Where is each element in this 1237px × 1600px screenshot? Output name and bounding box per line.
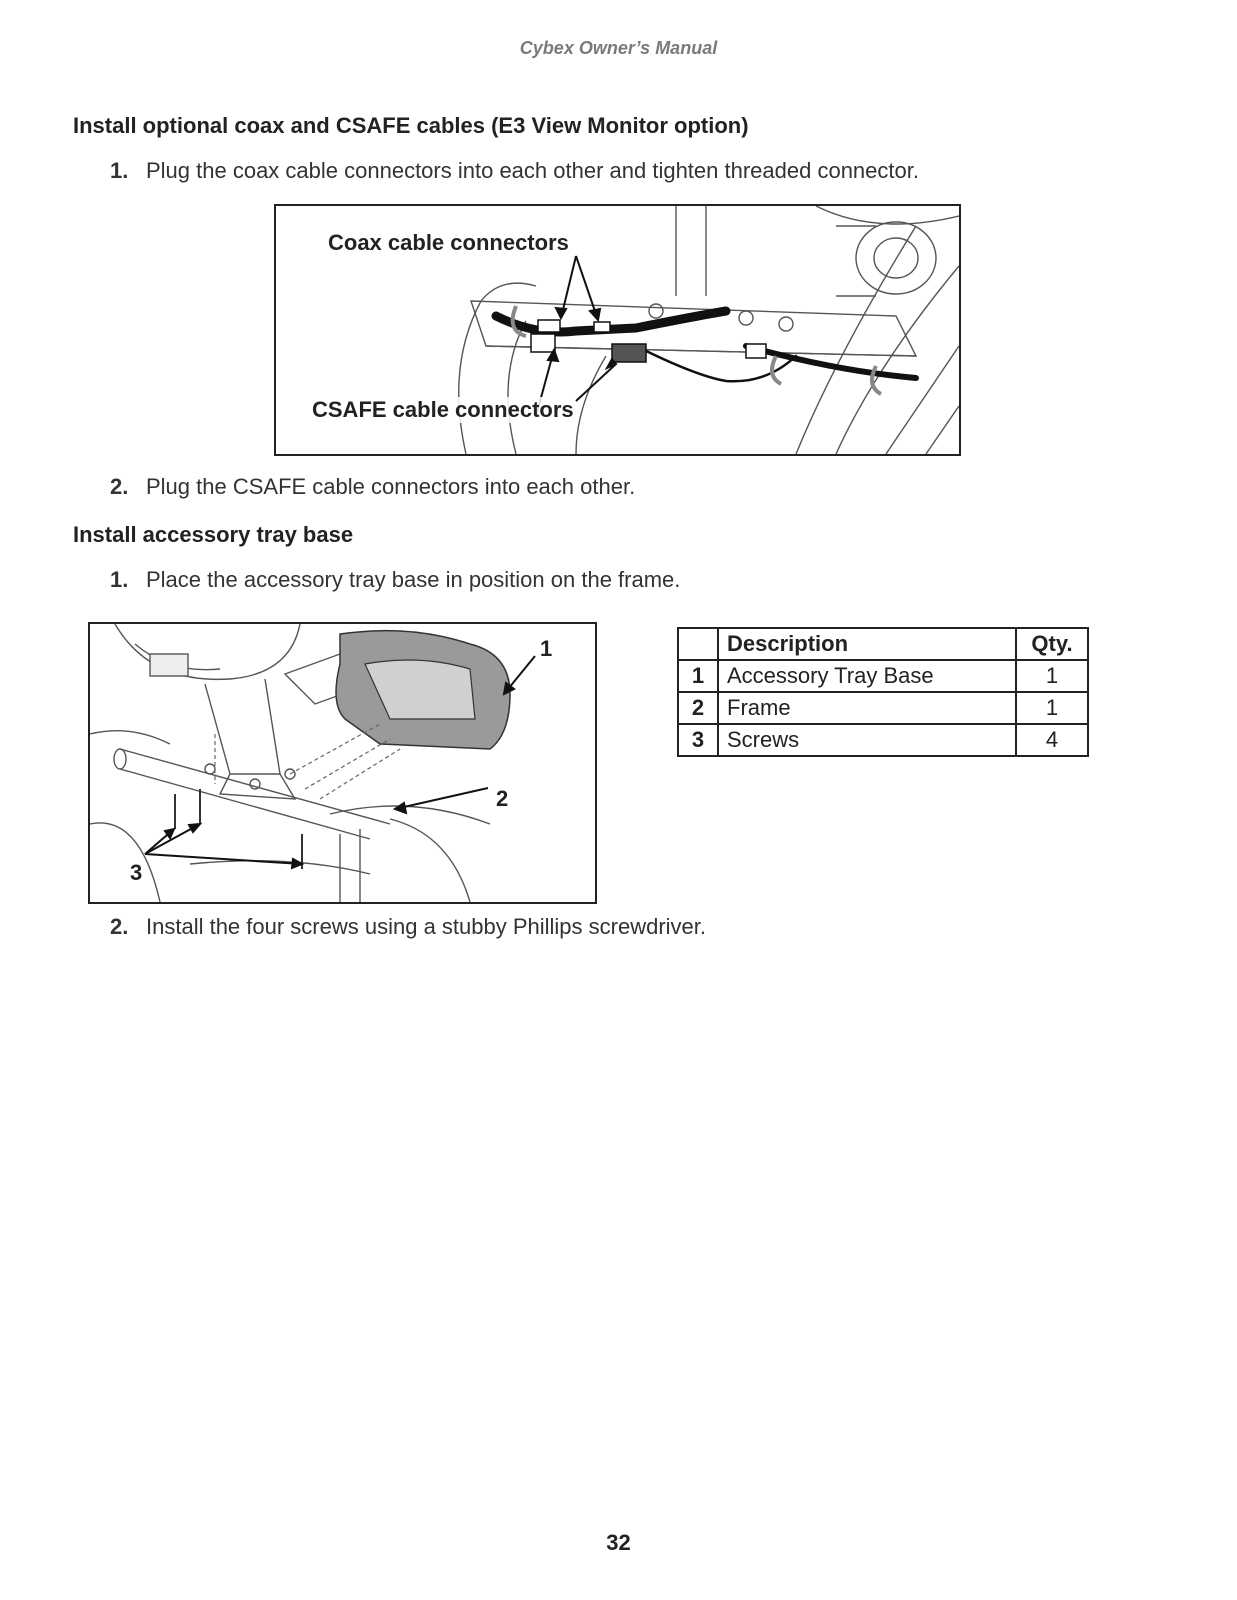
row-index: 1 [678,660,718,692]
figure-label-2: 2 [496,786,509,811]
section-heading-tray: Install accessory tray base [73,522,354,547]
step-text: Plug the CSAFE cable connectors into each other. [146,474,636,499]
tray-base-illustration [90,624,595,902]
row-qty: 1 [1016,660,1088,692]
row-description: Frame [718,692,1016,724]
row-index: 2 [678,692,718,724]
figure-label-1: 1 [540,636,553,661]
table-header-qty: Qty. [1016,628,1088,660]
page-number: 32 [606,1530,631,1555]
step-number: 1. [110,158,129,183]
step-1-coax [110,158,919,184]
table-header-description: Description [718,628,1016,660]
page-header: Cybex Owner’s Manual [519,38,718,58]
step-2-screws [110,914,706,940]
tray-base-figure [88,622,597,904]
parts-table [677,627,1089,757]
table-header-index [678,628,718,660]
table-row [678,692,1088,724]
table-row [678,724,1088,756]
step-2-csafe [110,474,635,500]
csafe-connectors-callout: CSAFE cable connectors [312,397,574,422]
table-row [678,660,1088,692]
step-number: 2. [110,474,129,499]
step-text: Place the accessory tray base in position on the frame. [146,567,681,592]
cable-connectors-figure [274,204,961,456]
step-number: 1. [110,567,129,592]
step-number: 2. [110,914,129,939]
row-index: 3 [678,724,718,756]
row-qty: 1 [1016,692,1088,724]
figure-label-3: 3 [130,860,143,885]
row-qty: 4 [1016,724,1088,756]
step-text: Plug the coax cable connectors into each other and tighten threaded connector. [146,158,919,183]
table-header-row [678,628,1088,660]
step-text: Install the four screws using a stubby Phillips screwdriver. [146,914,707,939]
row-description: Accessory Tray Base [718,660,1016,692]
row-description: Screws [718,724,1016,756]
step-1-tray [110,567,680,593]
section-heading-cables: Install optional coax and CSAFE cables (E3 View Monitor option) [73,113,749,138]
coax-connectors-callout: Coax cable connectors [328,230,569,255]
